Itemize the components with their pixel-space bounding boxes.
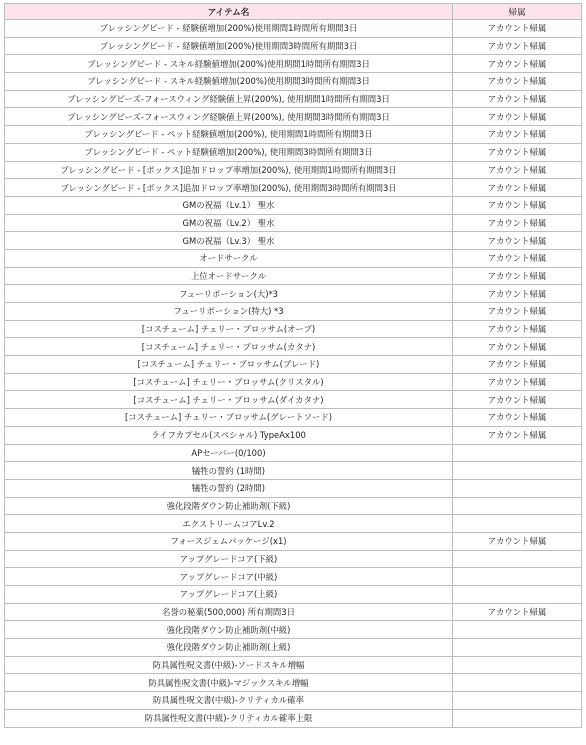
table-row <box>5 409 582 427</box>
table-header <box>5 4 582 20</box>
table-row <box>5 532 582 550</box>
belonging-cell: アカウント帰属 <box>453 179 582 197</box>
belonging-cell: アカウント帰属 <box>453 356 582 374</box>
item-name-cell: 犠牲の誓約 (1時間) <box>5 462 453 480</box>
belonging-cell <box>453 639 582 657</box>
belonging-cell <box>453 656 582 674</box>
item-name-cell: [コスチューム] チェリー・ブロッサム(オーブ) <box>5 320 453 338</box>
table-row <box>5 462 582 480</box>
belonging-cell: アカウント帰属 <box>453 37 582 55</box>
table-row <box>5 426 582 444</box>
item-name-cell: 上位オードサークル <box>5 267 453 285</box>
item-name-cell: ブレッシングビード - [ボックス]追加ドロップ率増加(200%), 使用期間1時間所有期間3日 <box>5 161 453 179</box>
table-row <box>5 143 582 161</box>
belonging-cell <box>453 621 582 639</box>
table-row <box>5 73 582 91</box>
table-body <box>5 20 582 728</box>
belonging-cell: アカウント帰属 <box>453 391 582 409</box>
item-name-cell: [コスチューム] チェリー・ブロッサム(カタナ) <box>5 338 453 356</box>
item-name-cell: GMの祝福（Lv.3） 聖水 <box>5 232 453 250</box>
item-name-cell: 強化段階ダウン防止補助剤(上級) <box>5 639 453 657</box>
item-name-cell: 防具属性呪文書(中級)-クリティカル確率上限 <box>5 709 453 727</box>
table-row <box>5 179 582 197</box>
table-row <box>5 196 582 214</box>
belonging-cell <box>453 462 582 480</box>
table-row <box>5 373 582 391</box>
item-name-cell: 名誉の秘薬(500,000) 所有期間3日 <box>5 603 453 621</box>
item-name-cell: 防具属性呪文書(中級)-マジックスキル増幅 <box>5 674 453 692</box>
item-name-cell: ブレッシングビード - ペット経験値増加(200%), 使用期間1時間所有期間3日 <box>5 126 453 144</box>
item-name-cell: [コスチューム] チェリー・ブロッサム(クリスタル) <box>5 373 453 391</box>
belonging-cell <box>453 550 582 568</box>
belonging-cell: アカウント帰属 <box>453 303 582 321</box>
belonging-cell <box>453 568 582 586</box>
belonging-cell <box>453 692 582 710</box>
belonging-cell: アカウント帰属 <box>453 73 582 91</box>
item-name-cell: フューリポーション(特大) *3 <box>5 303 453 321</box>
item-name-cell: 犠牲の誓約 (2時間) <box>5 479 453 497</box>
belonging-cell: アカウント帰属 <box>453 196 582 214</box>
header-row <box>5 4 582 20</box>
table-row <box>5 37 582 55</box>
table-row <box>5 356 582 374</box>
table-row <box>5 603 582 621</box>
item-name-cell: ブレッシングビード - スキル経験値増加(200%)使用期間1時間所有期間3日 <box>5 55 453 73</box>
belonging-cell: アカウント帰属 <box>453 603 582 621</box>
table-row <box>5 391 582 409</box>
belonging-cell: アカウント帰属 <box>453 108 582 126</box>
table-row <box>5 320 582 338</box>
item-name-cell: ブレッシングビード - ペット経験値増加(200%), 使用期間3時間所有期間3日 <box>5 143 453 161</box>
table-row <box>5 692 582 710</box>
item-name-cell: [コスチューム] チェリー・ブロッサム(ダイカタナ) <box>5 391 453 409</box>
table-row <box>5 639 582 657</box>
table-row <box>5 108 582 126</box>
belonging-cell: アカウント帰属 <box>453 249 582 267</box>
item-name-cell: ブレッシングビーズ-フォースウィング経験値上昇(200%), 使用期間1時間所有期間3日 <box>5 90 453 108</box>
table-row <box>5 267 582 285</box>
belonging-cell: アカウント帰属 <box>453 55 582 73</box>
item-name-cell: ブレッシングビード - [ボックス]追加ドロップ率増加(200%), 使用期間3時間所有期間3日 <box>5 179 453 197</box>
belonging-cell <box>453 479 582 497</box>
belonging-cell: アカウント帰属 <box>453 338 582 356</box>
table-row <box>5 214 582 232</box>
table-row <box>5 656 582 674</box>
header-belonging: 帰属 <box>453 4 582 20</box>
table-row <box>5 444 582 462</box>
item-name-cell: アップグレードコア(上級) <box>5 586 453 604</box>
item-name-cell: 強化段階ダウン防止補助剤(下級) <box>5 497 453 515</box>
table-row <box>5 55 582 73</box>
belonging-cell: アカウント帰属 <box>453 532 582 550</box>
table-row <box>5 709 582 727</box>
table-row <box>5 249 582 267</box>
item-name-cell: 防具属性呪文書(中級)-クリティカル確率 <box>5 692 453 710</box>
table-row <box>5 621 582 639</box>
item-name-cell: ブレッシングビード - 経験値増加(200%)使用期間3時間所有期間3日 <box>5 37 453 55</box>
table-row <box>5 126 582 144</box>
table-row <box>5 285 582 303</box>
table-row <box>5 20 582 38</box>
belonging-cell <box>453 586 582 604</box>
item-name-cell: アップグレードコア(中級) <box>5 568 453 586</box>
table-row <box>5 161 582 179</box>
item-name-cell: オードサークル <box>5 249 453 267</box>
table-row <box>5 674 582 692</box>
belonging-cell: アカウント帰属 <box>453 214 582 232</box>
belonging-cell: アカウント帰属 <box>453 90 582 108</box>
belonging-cell: アカウント帰属 <box>453 20 582 38</box>
belonging-cell: アカウント帰属 <box>453 409 582 427</box>
item-name-cell: GMの祝福（Lv.2） 聖水 <box>5 214 453 232</box>
item-name-cell: [コスチューム] チェリー・ブロッサム(ブレード) <box>5 356 453 374</box>
belonging-cell: アカウント帰属 <box>453 426 582 444</box>
item-name-cell: ブレッシングビーズ-フォースウィング経験値上昇(200%), 使用期間3時間所有期間3日 <box>5 108 453 126</box>
belonging-cell <box>453 497 582 515</box>
table-row <box>5 90 582 108</box>
belonging-cell: アカウント帰属 <box>453 373 582 391</box>
item-name-cell: アップグレードコア(下級) <box>5 550 453 568</box>
belonging-cell <box>453 674 582 692</box>
item-name-cell: フューリポーション(大)*3 <box>5 285 453 303</box>
table-row <box>5 479 582 497</box>
item-name-cell: [コスチューム] チェリー・ブロッサム(グレートソード) <box>5 409 453 427</box>
item-name-cell: GMの祝福（Lv.1） 聖水 <box>5 196 453 214</box>
item-name-cell: 防具属性呪文書(中級)-ソードスキル増幅 <box>5 656 453 674</box>
belonging-cell <box>453 709 582 727</box>
header-item-name: アイテム名 <box>5 4 453 20</box>
belonging-cell: アカウント帰属 <box>453 232 582 250</box>
table-row <box>5 586 582 604</box>
table-row <box>5 497 582 515</box>
belonging-cell <box>453 515 582 533</box>
item-name-cell: 強化段階ダウン防止補助剤(中級) <box>5 621 453 639</box>
table-row <box>5 550 582 568</box>
belonging-cell: アカウント帰属 <box>453 320 582 338</box>
belonging-cell: アカウント帰属 <box>453 285 582 303</box>
table-row <box>5 232 582 250</box>
item-table <box>4 3 582 728</box>
belonging-cell <box>453 444 582 462</box>
item-name-cell: フォースジェムパッケージ(x1) <box>5 532 453 550</box>
table-row <box>5 568 582 586</box>
belonging-cell: アカウント帰属 <box>453 126 582 144</box>
item-name-cell: ブレッシングビード - スキル経験値増加(200%)使用期間3時間所有期間3日 <box>5 73 453 91</box>
table-row <box>5 338 582 356</box>
item-name-cell: ライフカプセル(スペシャル) TypeAx100 <box>5 426 453 444</box>
item-name-cell: エクストリームコアLv.2 <box>5 515 453 533</box>
belonging-cell: アカウント帰属 <box>453 143 582 161</box>
table-row <box>5 303 582 321</box>
belonging-cell: アカウント帰属 <box>453 267 582 285</box>
table-row <box>5 515 582 533</box>
item-name-cell: APセーバー(0/100) <box>5 444 453 462</box>
item-name-cell: ブレッシングビード - 経験値増加(200%)使用期間1時間所有期間3日 <box>5 20 453 38</box>
belonging-cell: アカウント帰属 <box>453 161 582 179</box>
